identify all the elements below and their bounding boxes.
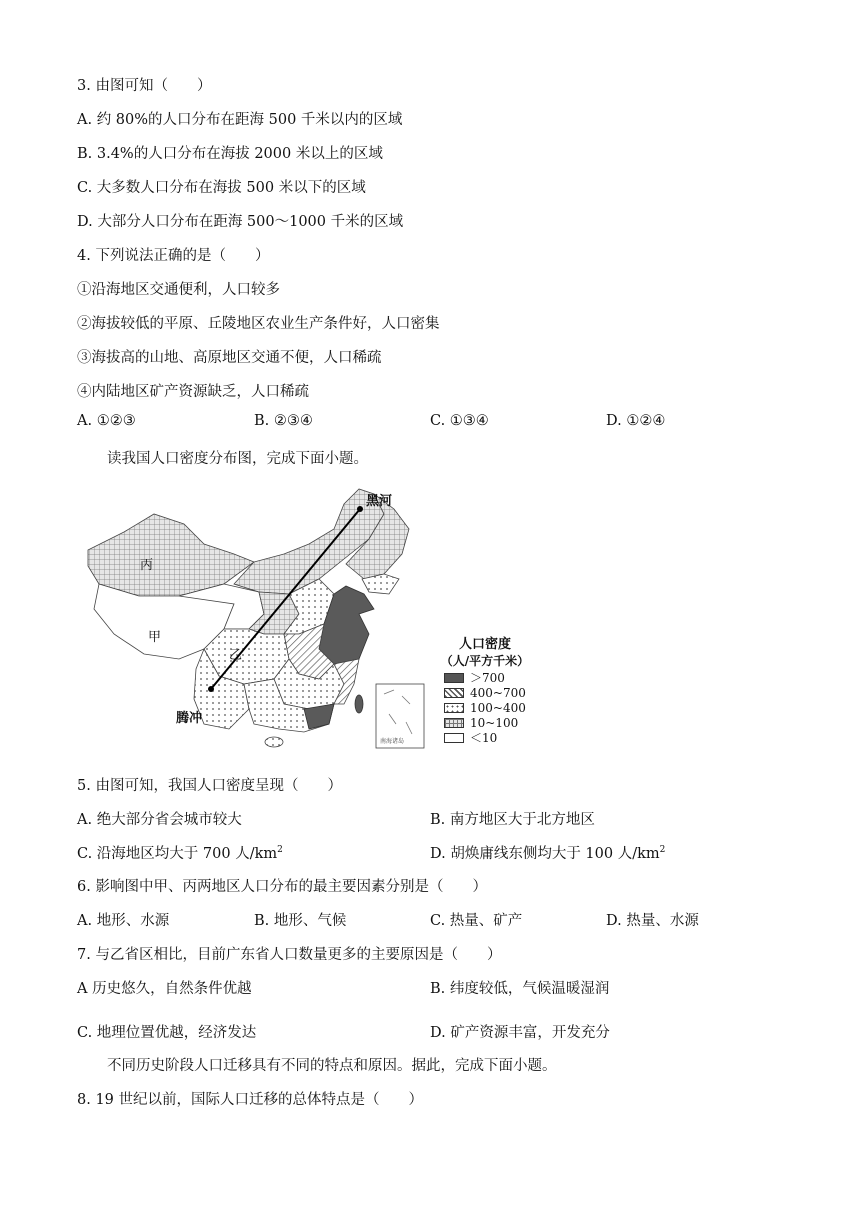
legend-swatch-hatched: [444, 688, 464, 698]
q4-statement-4: ④内陆地区矿产资源缺乏，人口稀疏: [77, 384, 309, 400]
q6-option-d: D. 热量、水源: [606, 913, 699, 929]
legend-label: ＞700: [470, 671, 505, 685]
inset-label: 南海诸岛: [380, 738, 405, 745]
legend-item: [444, 670, 540, 685]
legend-label: 100~400: [470, 700, 526, 715]
legend-item: [444, 685, 540, 700]
q3-option-b: B. 3.4%的人口分布在海拔 2000 米以上的区域: [77, 146, 383, 162]
q5-option-a: A. 绝大部分省会城市较大: [77, 812, 242, 828]
legend-swatch-dotted: [444, 703, 464, 713]
map-legend: [430, 636, 540, 745]
q5-option-c: [77, 842, 283, 863]
q3-option-c: C. 大多数人口分布在海拔 500 米以下的区域: [77, 180, 366, 196]
superscript: 2: [277, 845, 283, 856]
q7-option-b: B. 纬度较低，气候温暖湿润: [430, 981, 610, 997]
q5-option-d: [430, 842, 665, 863]
q4-statement-2: ②海拔较低的平原、丘陵地区农业生产条件好，人口密集: [77, 316, 440, 332]
q4-option-b: B. ②③④: [254, 413, 313, 429]
region-inner-mongolia: [234, 489, 384, 594]
legend-label: 10~100: [470, 715, 519, 730]
q4-option-c: C. ①③④: [430, 413, 489, 429]
q5-stem: 5. 由图可知，我国人口密度呈现（ ）: [77, 778, 342, 794]
q3-stem: 3. 由图可知（ ）: [77, 78, 212, 94]
q6-option-a: A. 地形、水源: [77, 913, 170, 929]
legend-label: 400~700: [470, 685, 526, 700]
q7-option-d: D. 矿产资源丰富，开发充分: [430, 1025, 610, 1041]
legend-label: ＜10: [470, 731, 498, 745]
superscript: 2: [659, 845, 666, 856]
q5-option-d-text: D. 胡焕庸线东侧均大于 100 人/km: [430, 846, 660, 862]
legend-title-1: 人口密度: [458, 637, 511, 652]
label-jia: 甲: [148, 630, 162, 645]
q7-option-a: A 历史悠久，自然条件优越: [77, 981, 252, 997]
q8-stem: 8. 19 世纪以前，国际人口迁移的总体特点是（ ）: [77, 1092, 424, 1108]
q7-option-c: C. 地理位置优越，经济发达: [77, 1025, 257, 1041]
q5-option-c-text: C. 沿海地区均大于 700 人/km: [77, 846, 278, 862]
label-bing: 丙: [140, 558, 154, 573]
legend-swatch-white: [444, 733, 464, 743]
q3-option-a: A. 约 80%的人口分布在距海 500 千米以内的区域: [77, 112, 403, 128]
q6-option-c: C. 热量、矿产: [430, 913, 523, 929]
q4-option-a: A. ①②③: [77, 413, 136, 429]
q6-option-b: B. 地形、气候: [254, 913, 347, 929]
label-tengchong: 腾冲: [176, 711, 203, 726]
legend-swatch-dark: [444, 673, 464, 683]
q3-option-d: D. 大部分人口分布在距海 500～1000 千米的区域: [77, 214, 404, 230]
legend-item: [444, 730, 540, 745]
region-bing: [88, 514, 254, 596]
label-heihe: 黑河: [366, 494, 393, 509]
q7-stem: 7. 与乙省区相比，目前广东省人口数量更多的主要原因是（ ）: [77, 947, 502, 963]
q5-option-b: B. 南方地区大于北方地区: [430, 812, 595, 828]
q4-statement-3: ③海拔高的山地、高原地区交通不便，人口稀疏: [77, 350, 382, 366]
q4-option-d: D. ①②④: [606, 413, 666, 429]
legend-item: [444, 715, 540, 730]
legend-swatch-grid: [444, 718, 464, 728]
legend-item: [444, 700, 540, 715]
intro-migration: 不同历史阶段人口迁移具有不同的特点和原因。据此，完成下面小题。: [107, 1058, 557, 1074]
q6-stem: 6. 影响图中甲、丙两地区人口分布的最主要因素分别是（ ）: [77, 879, 487, 895]
q4-statement-1: ①沿海地区交通便利，人口较多: [77, 282, 280, 298]
intro-map: 读我国人口密度分布图，完成下面小题。: [107, 451, 368, 467]
legend-title-2: （人/平方千米）: [440, 654, 530, 668]
q4-stem: 4. 下列说法正确的是（ ）: [77, 248, 270, 264]
label-yi: 乙: [229, 648, 243, 663]
